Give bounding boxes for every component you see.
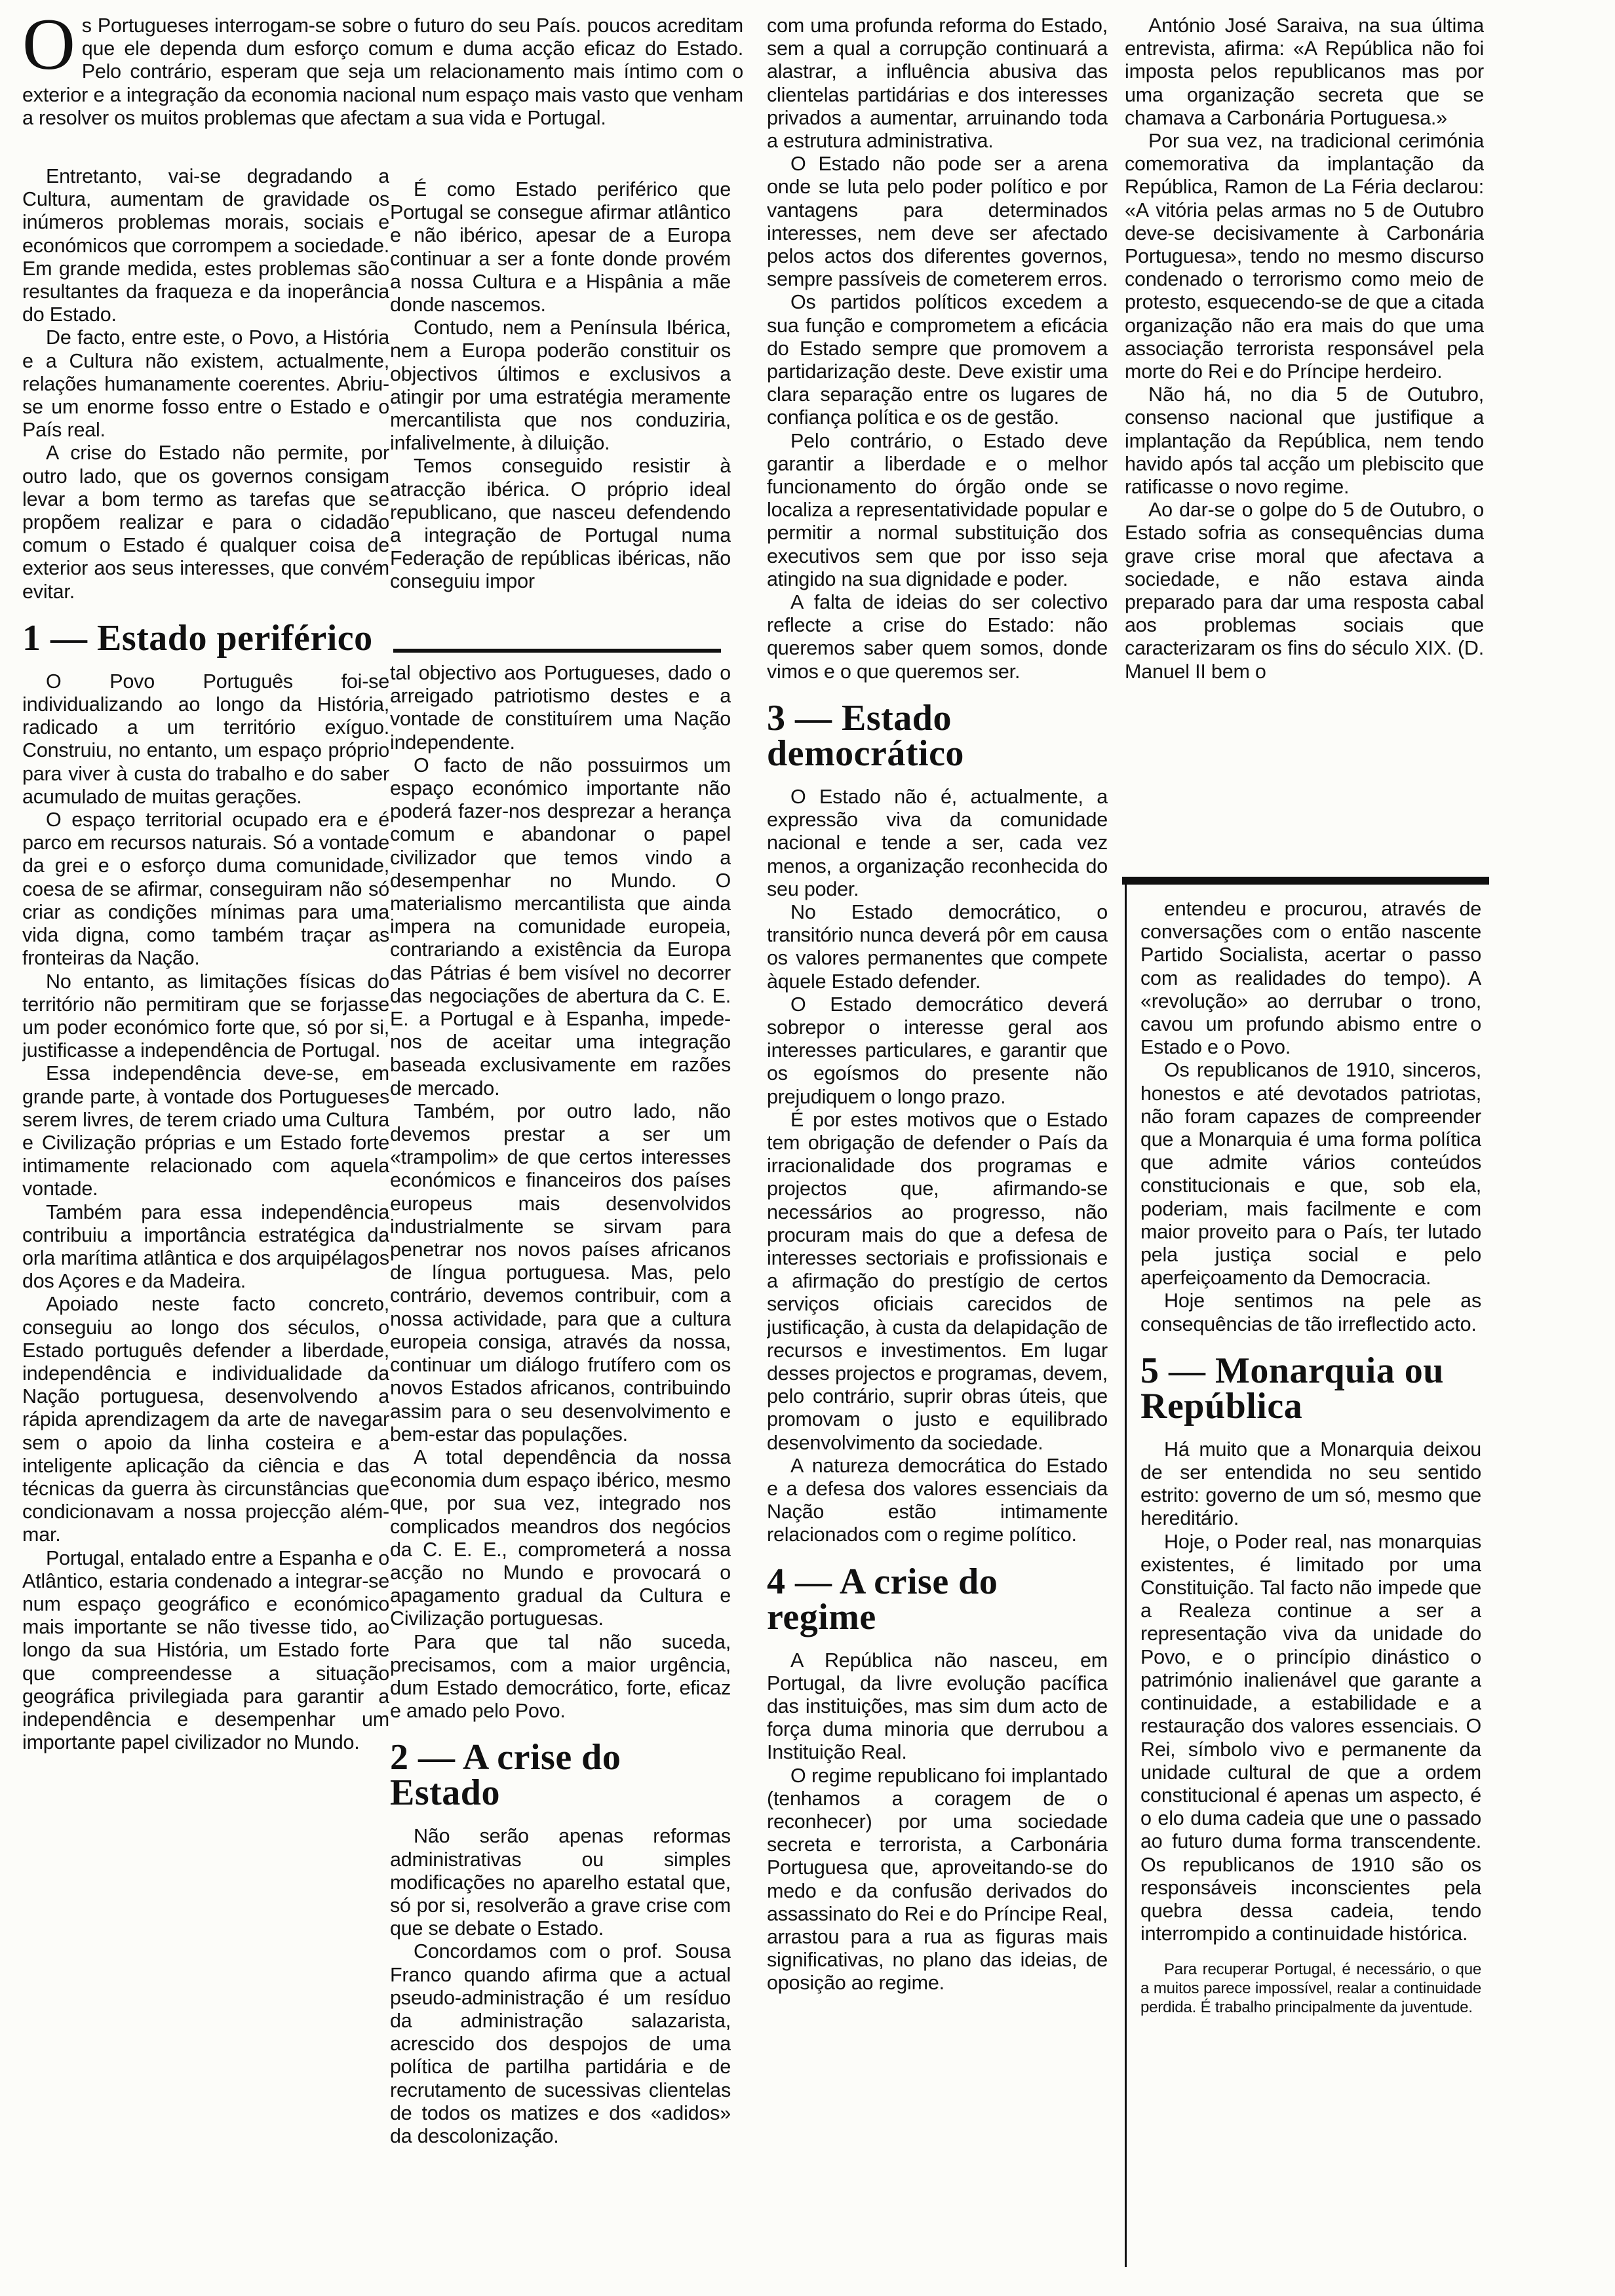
- paragraph: Pelo contrário, o Estado deve garantir a liberdade e o melhor funcionamento do órgão onde se localiza a representatividade popular e permitir a normal substituição dos executivos sem que por isso seja atingido na sua dignidade e poder.: [767, 429, 1108, 590]
- paragraph: Hoje sentimos na pele as consequências de tão irreflectido acto.: [1140, 1290, 1481, 1335]
- paragraph: Contudo, nem a Península Ibérica, nem a Europa poderão constituir os objectivos últimos e exclusivos a atingir por uma estratégia meramente mercantilista que nos conduziria, infalivelmente, à diluição.: [390, 316, 731, 455]
- paragraph: A total dependência da nossa economia dum espaço ibérico, mesmo que, por sua vez, integrado nos complicados meandros dos negócios da C. E. E., comprometerá a nossa acção no Mundo e provocará o apagamento gradual da Cultura e Civilização portuguesas.: [390, 1445, 731, 1630]
- paragraph: É como Estado periférico que Portugal se consegue afirmar atlântico e não ibérico, apesar de a Europa continuar a ser a fonte donde provém a nossa Cultura e a Hispânia a mãe donde nascemos.: [390, 178, 731, 316]
- paragraph: A República não nasceu, em Portugal, da livre evolução pacífica das instituições, mas sim dum acto de força duma minoria que derrubou a Instituição Real.: [767, 1649, 1108, 1764]
- drop-cap: O: [22, 14, 75, 85]
- paragraph: Também para essa independência contribuiu a importância estratégica da orla marítima atlântica e dos arquipélagos dos Açores e da Madeira.: [22, 1200, 389, 1293]
- paragraph: Também, por outro lado, não devemos prestar a ser um «trampolim» de que certos interesses económicos e financeiros dos países europeus mais desenvolvidos industrialmente se sirvam para penetrar nos novos países africanos de língua portuguesa. Mas, pelo contrário, devemos contribuir, com a nossa actividade, para que a cultura europeia consiga, através da nossa, continuar um diálogo frutífero com os novos Estados africanos, contribuindo assim para o seu desenvolvimento e bem-estar das populações.: [390, 1100, 731, 1445]
- section-heading-3: 3 — Estado democrático: [767, 697, 964, 774]
- column-2-bottom: [390, 662, 731, 2261]
- paragraph: Essa independência deve-se, em grande parte, à vontade dos Portugueses serem livres, de terem criado uma Cultura e Civilização próprias e um Estado forte intimamente relacionado com aquela vontade.: [22, 1062, 389, 1200]
- paragraph: De facto, entre este, o Povo, a História e a Cultura não existem, actualmente, relações humanamente coerentes. Abriu-se um enorme fosso entre o Estado e o País real.: [22, 326, 389, 442]
- paragraph: Concordamos com o prof. Sousa Franco quando afirma que a actual pseudo-administração é um resíduo da administração salazarista, acrescido dos despojos de uma política de partilha partidária e de recrutamento de sucessivas clientelas de todos os matizes e dos «adidos» da descolonização.: [390, 1940, 731, 2147]
- paragraph: Entretanto, vai-se degradando a Cultura, aumentam de gravidade os inúmeros problemas morais, sociais e económicos que corrompem a sociedade. Em grande medida, estes problemas são resultantes da fraqueza e da inoperância do Estado.: [22, 165, 389, 326]
- paragraph: O Estado não pode ser a arena onde se luta pelo poder político e por vantagens para determinados interesses, nem deve ser afectado pelos actos dos diferentes governos, sempre passíveis de cometerem erros.: [767, 153, 1108, 291]
- column-1: [22, 165, 389, 2288]
- vertical-rule: [1125, 885, 1127, 2267]
- paragraph: O regime republicano foi implantado (tenhamos a coragem de o reconhecer) por uma sociedade secreta e terrorista, a Carbonária Portuguesa que, aproveitando-se do medo e da confusão derivados do assassinato do Rei e do Príncipe Real, arrastou para a rua as figuras mais significativas, no plano das ideias, de oposição ao regime.: [767, 1764, 1108, 1995]
- paragraph: Ao dar-se o golpe do 5 de Outubro, o Estado sofria as consequências duma grave crise moral que afectava a sociedade, e não estava ainda preparado para dar uma resposta cabal aos problemas sociais que caracterizaram os fins do século XIX. (D. Manuel II bem o: [1125, 499, 1484, 683]
- paragraph: Os republicanos de 1910, sinceros, honestos e até devotados patriotas, não foram capazes de compreender que a Monarquia é uma forma política que admite vários conteúdos constitucionais e que, sob ela, poderiam, mais facilmente e com maior proveito para o País, ter lutado pela justiça social e pelo aperfeiçoamento da Democracia.: [1140, 1059, 1481, 1290]
- column-divider-rule: [393, 649, 721, 653]
- paragraph: António José Saraiva, na sua última entrevista, afirma: «A República não foi imposta pelos republicanos mas por uma organização secreta que se chamava a Carbonária Portuguesa.»: [1125, 14, 1484, 129]
- paragraph: O Povo Português foi-se individualizando ao longo da História, radicado a um território exíguo. Construiu, no entanto, um espaço próprio para viver à custa do trabalho e do saber acumulado de muitas gerações.: [22, 670, 389, 808]
- paragraph: Apoiado neste facto concreto, conseguiu ao longo dos séculos, o Estado português defender a liberdade, independência e individualidade da Nação portuguesa, desenvolvendo a rápida aprendizagem da arte de navegar sem o apoio da linha costeira e a inteligente aplicação da ciência e das técnicas da guerra às circunstâncias que condicionavam a nossa projecção além-mar.: [22, 1293, 389, 1546]
- column-3: [767, 14, 1108, 2282]
- closing-note: Para recuperar Portugal, é necessário, o que a muitos parece impossível, realar a continuidade perdida. É trabalho principalmente da juventude.: [1140, 1961, 1481, 2017]
- section-heading-1: 1 — Estado periférico: [22, 617, 373, 659]
- intro-paragraph: [22, 14, 743, 159]
- column-4-bottom: [1140, 898, 1481, 2280]
- paragraph: A falta de ideias do ser colectivo reflecte a crise do Estado: não queremos saber quem somos, donde vimos e o que queremos ser.: [767, 591, 1108, 683]
- paragraph: O Estado não é, actualmente, a expressão viva da comunidade nacional e tende a ser, cada vez menos, a organização reconhecida do seu poder.: [767, 785, 1108, 900]
- paragraph: É por estes motivos que o Estado tem obrigação de defender o País da irracionalidade dos programas e projectos que, afirmando-se necessários ao progresso, não procuram mais do que a defesa de interesses sectoriais e profissionais e a afirmação do prestígio de certos serviços oficiais carecidos de justificação, à custa da delapidação de recursos e investimentos. Em lugar desses projectos e programas, devem, pelo contrário, suprir obras úteis, que promovam o justo e equilibrado desenvolvimento da sociedade.: [767, 1108, 1108, 1454]
- paragraph: O Estado democrático deverá sobrepor o interesse geral aos interesses particulares, e garantir que os egoísmos do presente não prejudiquem o longo prazo.: [767, 993, 1108, 1108]
- paragraph: tal objectivo aos Portugueses, dado o arreigado patriotismo destes e a vontade de constituírem uma Nação independente.: [390, 662, 731, 754]
- paragraph: Não há, no dia 5 de Outubro, consenso nacional que justifique a implantação da República, nem tendo havido após tal acção um plebiscito que ratificasse o novo regime.: [1125, 383, 1484, 499]
- paragraph: entendeu e procurou, através de conversações com o então nascente Partido Socialista, acertar o passo com as realidades do tempo). A «revolução» ao derrubar o trono, cavou um profundo abismo entre o Estado e o Povo.: [1140, 898, 1481, 1059]
- section-heading-4: 4 — A crise do regime: [767, 1561, 998, 1637]
- paragraph: A natureza democrática do Estado e a defesa dos valores essenciais da Nação estão intimamente relacionados com o regime político.: [767, 1454, 1108, 1546]
- paragraph: No Estado democrático, o transitório nunca deverá pôr em causa os valores permanentes que compete àquele Estado defender.: [767, 900, 1108, 993]
- paragraph: Os partidos políticos excedem a sua função e comprometem a eficácia do Estado sempre que promovem a partidarização deste. Deve existir uma clara separação entre os lugares de confiança política e os de gestão.: [767, 291, 1108, 429]
- paragraph: Por sua vez, na tradicional cerimónia comemorativa da implantação da República, Ramon de La Féria declarou: «A vitória pelas armas no 5 de Outubro deve-se decisivamente à Carbonária Portuguesa», tendo no mesmo discurso condenado o terrorismo como meio de protesto, esquecendo-se de que a citada organização não era mais do que uma associação terrorista responsável pela morte do Rei e do Príncipe herdeiro.: [1125, 130, 1484, 383]
- paragraph: Portugal, entalado entre a Espanha e o Atlântico, estaria condenado a integrar-se num espaço geográfico e económico mais importante se não tivesse tido, ao longo da sua História, um Estado forte que compreendesse a situação geográfica privilegiada para garantir a independência e desempenhar um importante papel civilizador no Mundo.: [22, 1546, 389, 1754]
- column-2-top: [390, 178, 731, 650]
- column-divider-rule: [1122, 877, 1489, 885]
- paragraph: O espaço territorial ocupado era e é parco em recursos naturais. Só a vontade da grei e o esforço duma comunidade, coesa de se afirmar, conseguiram não só criar as condições mínimas para uma vida digna, como também traçar as fronteiras da Nação.: [22, 809, 389, 970]
- intro-text: s Portugueses interrogam-se sobre o futuro do seu País. poucos acreditam que ele dependa dum esforço comum e duma acção eficaz do Estado. Pelo contrário, esperam que seja um relacionamento mais íntimo com o exterior e a integração da economia nacional num espaço mais vasto que venham a resolver os muitos problemas que afectam a sua vida e Portugal.: [22, 14, 743, 129]
- paragraph: Não serão apenas reformas administrativas ou simples modificações no aparelho estatal que, só por si, resolverão a grave crise com que se debate o Estado.: [390, 1825, 731, 1940]
- paragraph: Hoje, o Poder real, nas monarquias existentes, é limitado por uma Constituição. Tal facto não impede que a Realeza continue a ser a representação viva da unidade do Povo, e o princípio dinástico o património inalienável que garante a continuidade, a estabilidade e a restauração dos valores essenciais. O Rei, símbolo vivo e permanente da unidade cultural de que a ordem constitucional é apenas um aspecto, é o elo duma cadeia que une o passado ao futuro duma forma transcendente. Os republicanos de 1910 são os responsáveis inconscientes pela quebra dessa cadeia, tendo interrompido a continuidade histórica.: [1140, 1530, 1481, 1945]
- paragraph: O facto de não possuirmos um espaço económico importante não poderá fazer-nos desprezar a herança comum e abandonar o papel civilizador que temos vindo a desempenhar no Mundo. O materialismo mercantilista que ainda impera na comunidade europeia, contrariando a existência da Europa das Pátrias é bem visível no decorrer das negociações de abertura da C. E. E. a Portugal e à Espanha, impede-nos de aceitar uma integração baseada exclusivamente em razões de mercado.: [390, 754, 731, 1100]
- column-4-top: [1125, 14, 1484, 873]
- paragraph: A crise do Estado não permite, por outro lado, que os governos consigam levar a bom termo as tarefas que se propõem realizar e para o cidadão comum o Estado é qualquer coisa de exterior aos seus interesses, que convém evitar.: [22, 442, 389, 603]
- paragraph: com uma profunda reforma do Estado, sem a qual a corrupção continuará a alastrar, a influência abusiva das clientelas partidárias e dos interesses privados a aumentar, arruinando toda a estrutura administrativa.: [767, 14, 1108, 153]
- paragraph: No entanto, as limitações físicas do território não permitiram que se forjasse um poder económico forte que, só por si, justificasse a independência de Portugal.: [22, 970, 389, 1062]
- section-heading-2: 2 — A crise do Estado: [390, 1737, 621, 1814]
- paragraph: Para que tal não suceda, precisamos, com a maior urgência, dum Estado democrático, forte, eficaz e amado pelo Povo.: [390, 1630, 731, 1723]
- section-heading-5: 5 — Monarquia ou República: [1140, 1350, 1444, 1426]
- paragraph: Há muito que a Monarquia deixou de ser entendida no seu sentido estrito: governo de um só, mesmo que hereditário.: [1140, 1438, 1481, 1530]
- paragraph: Temos conseguido resistir à atracção ibérica. O próprio ideal republicano, que nasceu defendendo a integração de Portugal numa Federação de repúblicas ibéricas, não conseguiu impor: [390, 455, 731, 593]
